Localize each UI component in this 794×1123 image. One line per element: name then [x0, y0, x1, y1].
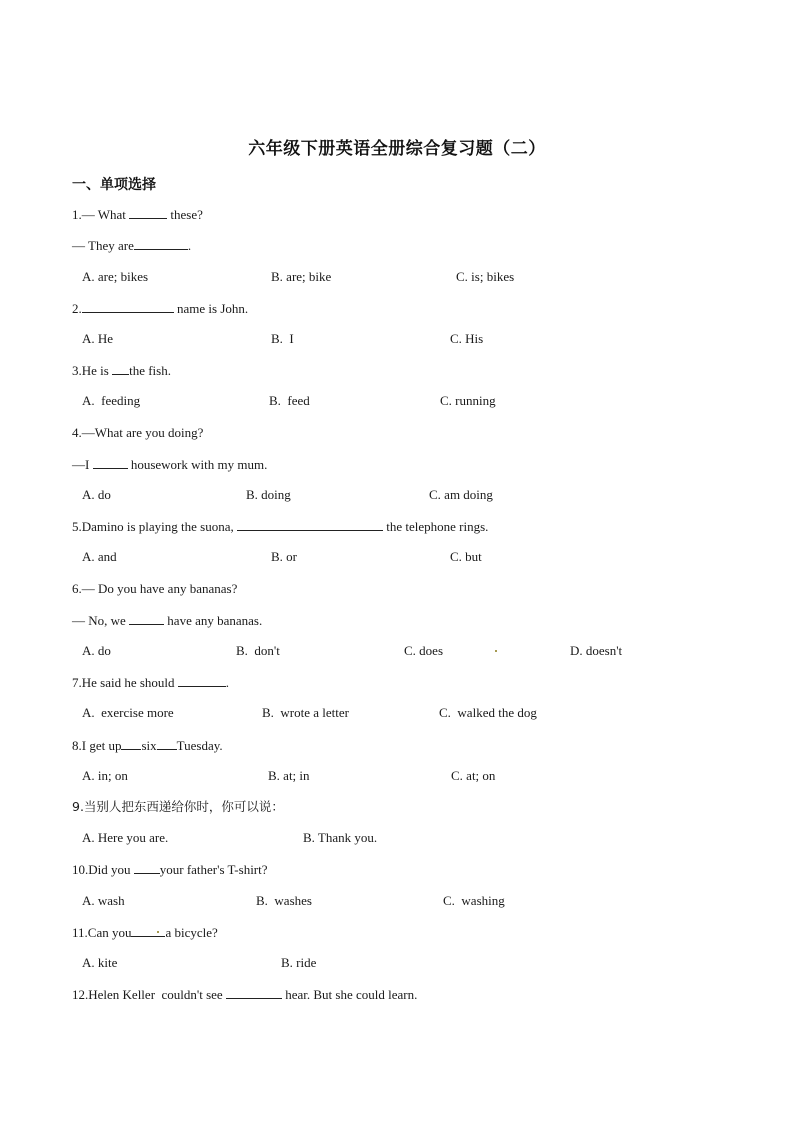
option-c: C. His — [450, 331, 484, 346]
question-1 — [72, 206, 203, 223]
question-3 — [72, 362, 171, 379]
option-b: B. are; bike — [271, 269, 332, 284]
question-6: 6.— Do you have any bananas? — [72, 581, 238, 596]
answer-blank — [178, 674, 226, 687]
question-text: 10.Did you — [72, 862, 134, 877]
option-a: A. and — [82, 549, 117, 564]
question-text: 7.He said he should — [72, 675, 178, 690]
question-text: 12.Helen Keller couldn't see — [72, 987, 226, 1002]
option-b: B. at; in — [268, 768, 310, 783]
answer-blank — [129, 206, 167, 219]
question-text: the telephone rings. — [383, 519, 489, 534]
option-a: A. Here you are. — [82, 830, 169, 845]
option-a: A. do — [82, 487, 111, 502]
answer-blank — [134, 237, 188, 250]
answer-blank — [93, 456, 128, 469]
option-c: C. walked the dog — [439, 705, 537, 720]
question-text: . — [187, 238, 192, 253]
question-text: your father's T-shirt? — [159, 862, 268, 877]
question-text: these? — [167, 207, 203, 222]
answer-blank — [134, 861, 160, 874]
option-a: A. do — [82, 643, 111, 658]
question-2 — [72, 300, 248, 317]
question-text: — No, we — [72, 613, 130, 628]
speck-mark — [157, 931, 159, 933]
question-1-line-2 — [72, 237, 191, 254]
option-c: C. but — [450, 549, 482, 564]
question-text: the fish. — [129, 363, 171, 378]
option-d: D. doesn't — [570, 643, 623, 658]
question-text: 1.— What — [72, 207, 130, 222]
question-text: a bicycle? — [165, 925, 218, 940]
question-text: . — [225, 675, 230, 690]
option-b: B. washes — [256, 893, 312, 908]
option-c: C. does — [404, 643, 443, 658]
question-text: name is John. — [173, 301, 249, 316]
option-b: B. doing — [246, 487, 291, 502]
question-5 — [72, 518, 488, 535]
question-12 — [72, 986, 417, 1003]
option-b: B. Thank you. — [303, 830, 378, 845]
option-c: C. at; on — [451, 768, 496, 783]
question-9: 9.当别人把东西递给你时，你可以说： — [72, 799, 284, 814]
question-text: 3.He is — [72, 363, 113, 378]
question-text: have any bananas. — [164, 613, 263, 628]
option-c: C. running — [440, 393, 496, 408]
answer-blank — [82, 300, 174, 313]
question-10 — [72, 861, 268, 878]
answer-blank — [226, 986, 282, 999]
speck-mark — [495, 650, 497, 652]
option-b: B. or — [271, 549, 297, 564]
option-b: B. ride — [281, 955, 317, 970]
question-11 — [72, 924, 218, 941]
option-c: C. am doing — [429, 487, 493, 502]
page-title: 六年级下册英语全册综合复习题（二） — [248, 139, 546, 159]
option-b: B. wrote a letter — [262, 705, 349, 720]
answer-blank — [129, 612, 164, 625]
question-7 — [72, 674, 229, 691]
answer-blank — [121, 737, 141, 750]
option-b: B. don't — [236, 643, 280, 658]
option-b: B. feed — [269, 393, 310, 408]
option-a: A. are; bikes — [82, 269, 149, 284]
question-text: —I — [72, 457, 93, 472]
answer-blank — [157, 737, 177, 750]
option-a: A. wash — [82, 893, 125, 908]
option-b: B. I — [271, 331, 294, 346]
section-heading: 一、单项选择 — [72, 177, 156, 193]
option-a: A. exercise more — [82, 705, 174, 720]
question-text: 11.Can you — [72, 925, 132, 940]
answer-blank — [112, 362, 129, 375]
question-text: housework with my mum. — [127, 457, 268, 472]
question-text: 2. — [72, 301, 82, 316]
answer-blank — [237, 518, 383, 531]
option-a: A. feeding — [82, 393, 141, 408]
question-4-line-2 — [72, 456, 267, 473]
question-8 — [72, 737, 223, 754]
option-a: A. He — [82, 331, 114, 346]
option-c: C. washing — [443, 893, 505, 908]
question-text: 8.I get up — [72, 738, 122, 753]
option-a: A. in; on — [82, 768, 128, 783]
question-text: six — [141, 738, 157, 753]
option-a: A. kite — [82, 955, 118, 970]
question-4: 4.—What are you doing? — [72, 425, 204, 440]
answer-blank — [131, 924, 165, 937]
question-text: Tuesday. — [176, 738, 223, 753]
option-c: C. is; bikes — [456, 269, 515, 284]
question-text: 5.Damino is playing the suona, — [72, 519, 238, 534]
question-6-line-2 — [72, 612, 262, 629]
question-text: hear. But she could learn. — [281, 987, 418, 1002]
question-text: — They are — [72, 238, 134, 253]
